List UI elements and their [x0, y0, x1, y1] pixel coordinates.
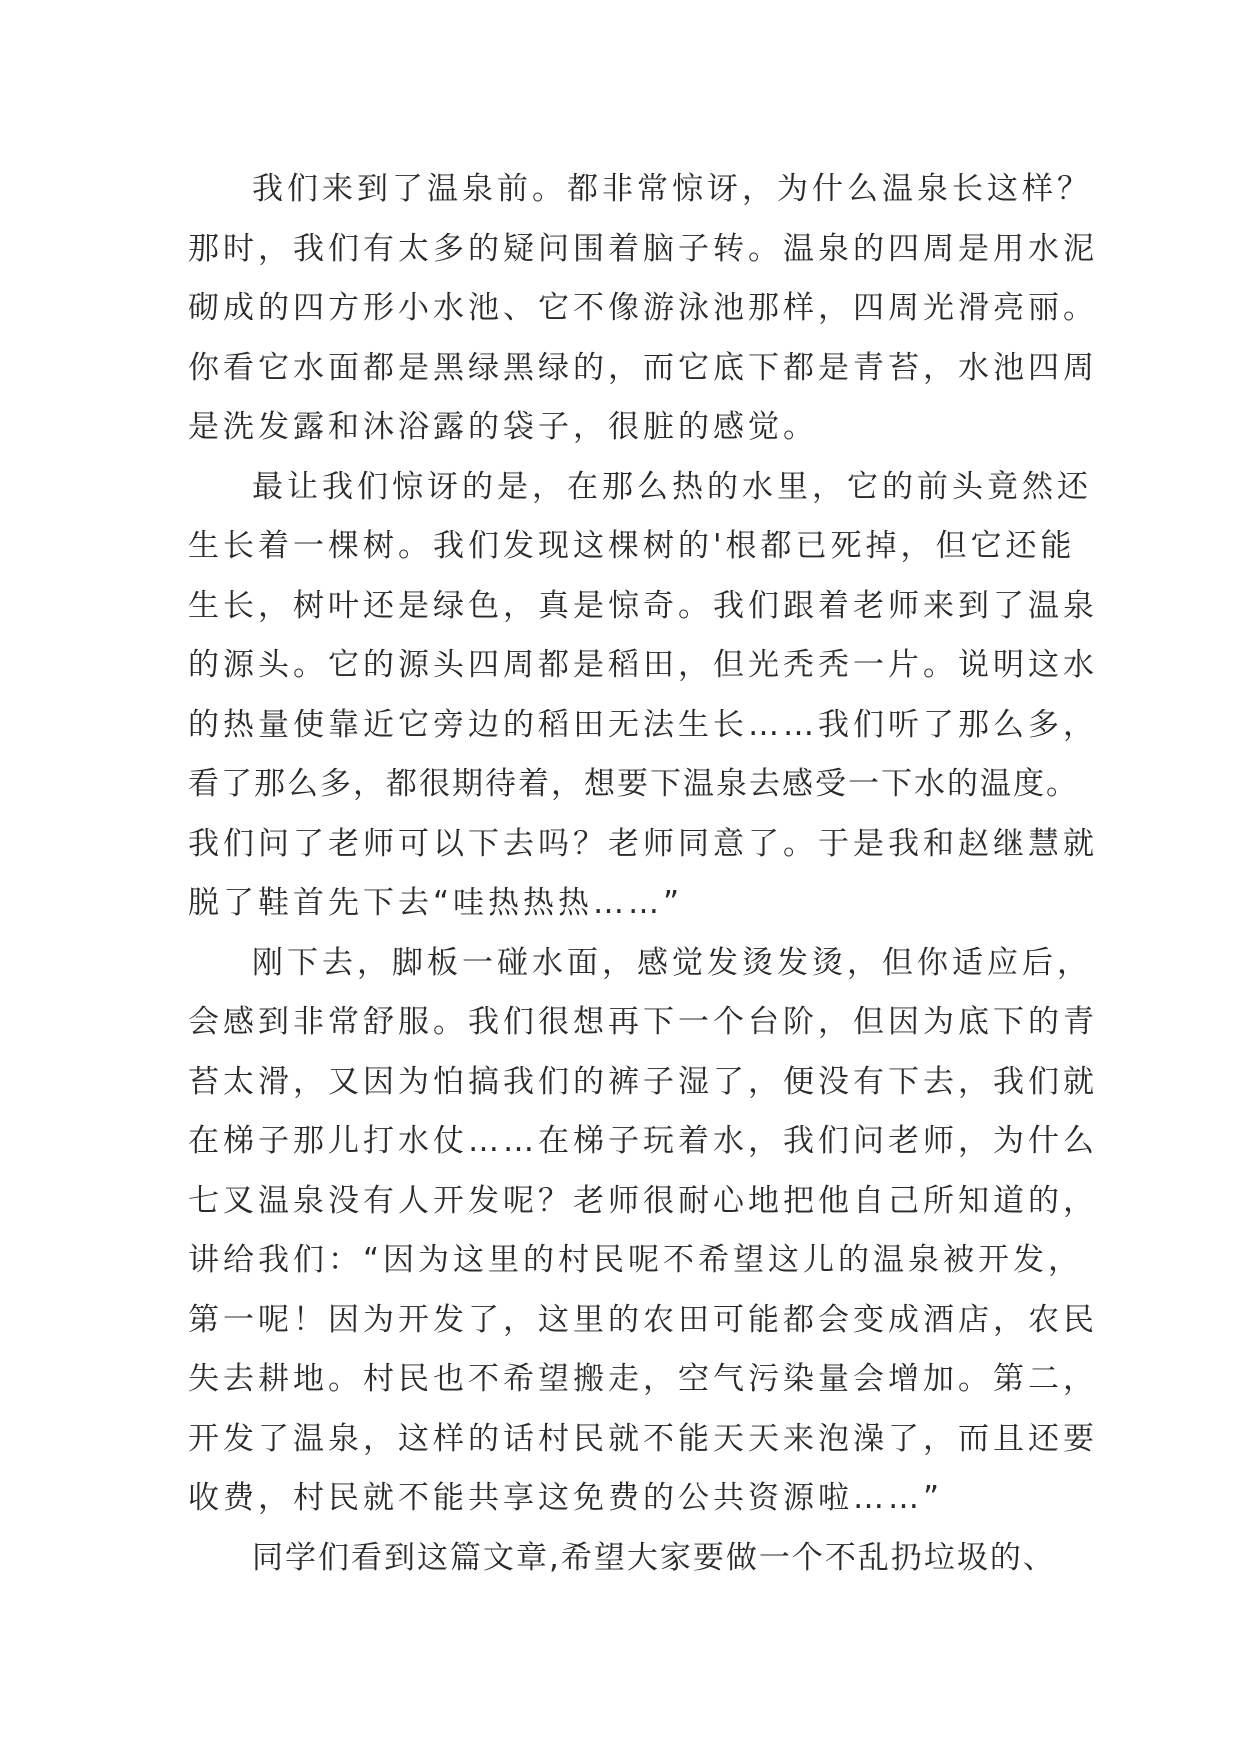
text-line: 开发了温泉，这样的话村民就不能天天来泡澡了，而且还要: [188, 1420, 1098, 1457]
text-line: 那时，我们有太多的疑问围着脑子转。温泉的四周是用水泥: [188, 230, 1098, 267]
paragraph-2: [188, 458, 1098, 934]
text-line: 七叉温泉没有人开发呢？老师很耐心地把他自己所知道的，: [188, 1182, 1098, 1219]
text-line: 收费，村民就不能共享这免费的公共资源啦……”: [188, 1480, 944, 1516]
text-line: 同学们看到这篇文章,希望大家要做一个不乱扔垃圾的、: [252, 1539, 1056, 1576]
text-line: 的热量使靠近它旁边的稻田无法生长……我们听了那么多，: [188, 706, 1098, 743]
text-line: 脱了鞋首先下去“哇热热热……”: [188, 885, 684, 921]
paragraph-1: [188, 160, 1098, 458]
text-line: 生长，树叶还是绿色，真是惊奇。我们跟着老师来到了温泉: [188, 587, 1098, 624]
text-line: 我们问了老师可以下去吗？老师同意了。于是我和赵继慧就: [188, 825, 1098, 862]
text-line: 最让我们惊讶的是，在那么热的水里，它的前头竟然还: [252, 468, 1092, 505]
document-page: [188, 160, 1098, 1588]
text-line: 看了那么多，都很期待着，想要下温泉去感受一下水的温度。: [188, 766, 1079, 802]
text-line: 在梯子那儿打水仗……在梯子玩着水，我们问老师，为什么: [188, 1123, 1098, 1159]
text-line: 第一呢！因为开发了，这里的农田可能都会变成酒店，农民: [188, 1301, 1098, 1338]
paragraph-4: [188, 1529, 1068, 1589]
text-line: 砌成的四方形小水池、它不像游泳池那样，四周光滑亮丽。: [188, 290, 1098, 326]
text-line: 生长着一棵树。我们发现这棵树的'根都已死掉，但它还能: [188, 528, 1076, 564]
text-line: 的源头。它的源头四周都是稻田，但光秃秃一片。说明这水: [188, 647, 1098, 683]
text-line: 我们来到了温泉前。都非常惊讶，为什么温泉长这样？: [252, 171, 1092, 207]
text-line: 刚下去，脚板一碰水面，感觉发烫发烫，但你适应后，: [252, 944, 1092, 981]
text-line: 讲给我们：“因为这里的村民呢不希望这儿的温泉被开发，: [188, 1242, 1084, 1278]
text-line: 你看它水面都是黑绿黑绿的，而它底下都是青苔，水池四周: [188, 349, 1098, 386]
text-line: 会感到非常舒服。我们很想再下一个台阶，但因为底下的青: [188, 1004, 1098, 1040]
paragraph-3: [188, 934, 1098, 1529]
text-line: 失去耕地。村民也不希望搬走，空气污染量会增加。第二，: [188, 1361, 1098, 1397]
text-line: 是洗发露和沐浴露的袋子，很脏的感觉。: [188, 409, 818, 445]
text-line: 苔太滑，又因为怕搞我们的裤子湿了，便没有下去，我们就: [188, 1063, 1098, 1100]
